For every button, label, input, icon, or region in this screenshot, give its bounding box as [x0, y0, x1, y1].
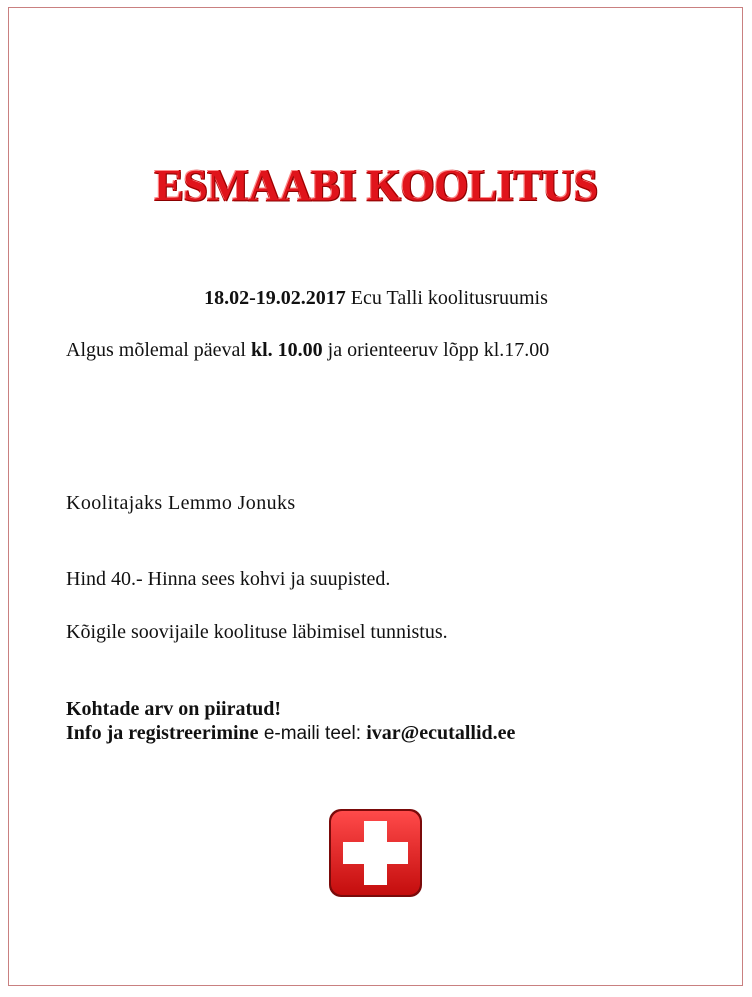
limited-places-line — [66, 697, 281, 721]
date-location-line — [0, 286, 752, 310]
start-suffix: ja orienteeruv lõpp kl.17.00 — [322, 339, 550, 361]
first-aid-cross-icon — [328, 808, 423, 898]
event-dates: 18.02-19.02.2017 — [204, 287, 346, 309]
poster-title: ESMAABI KOOLITUS — [154, 161, 598, 210]
start-time: kl. 10.00 — [250, 339, 323, 361]
limited-places-text: Kohtade arv on piiratud! — [66, 698, 282, 720]
event-location: Ecu Talli koolitusruumis — [345, 287, 548, 309]
registration-line — [66, 721, 515, 746]
start-time-line — [66, 338, 549, 362]
start-prefix: Algus mõlemal päeval — [66, 339, 251, 361]
trainer-line: Koolitajaks Lemmo Jonuks — [66, 492, 296, 514]
registration-label: Info ja registreerimine — [66, 722, 259, 744]
certificate-line: Kõigile soovijaile koolituse läbimisel tunnistus. — [66, 621, 448, 643]
registration-via: e-maili teel: — [258, 723, 367, 744]
registration-email: ivar@ecutallid.ee — [366, 722, 516, 744]
price-line: Hind 40.- Hinna sees kohvi ja suupisted. — [66, 568, 391, 590]
